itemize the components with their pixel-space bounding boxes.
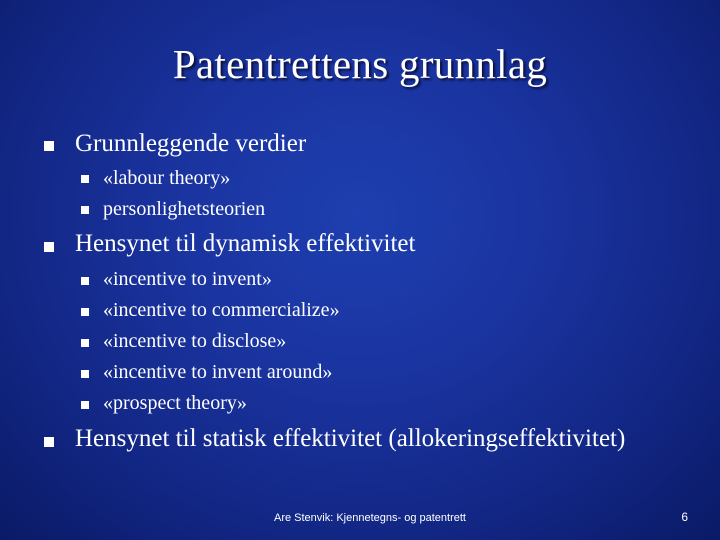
sub-bullet-text: «incentive to invent» <box>103 268 272 290</box>
slide-footer: Are Stenvik: Kjennetegns- og patentrett <box>273 512 466 524</box>
bullet-text: Hensynet til statisk effektivitet (allokeringseffektivitet) <box>75 425 626 452</box>
bullet-square-icon <box>44 437 54 447</box>
sub-bullet-square-icon <box>81 339 89 347</box>
sub-bullet-text: «labour theory» <box>103 167 231 189</box>
sub-bullet-text: «incentive to invent around» <box>103 361 333 383</box>
bullet-text: Grunnleggende verdier <box>75 130 307 157</box>
sub-bullet-square-icon <box>81 206 89 214</box>
slide-title: Patentrettens grunnlag <box>172 41 548 87</box>
sub-bullet-text: «incentive to disclose» <box>103 330 287 352</box>
sub-bullet-square-icon <box>81 370 89 378</box>
sub-bullet-text: «incentive to commercialize» <box>103 299 340 321</box>
sub-bullet-text: personlighetsteorien <box>103 198 266 220</box>
sub-bullet-square-icon <box>81 277 89 285</box>
bullet-square-icon <box>44 242 54 252</box>
bullet-square-icon <box>44 141 54 151</box>
bullet-text: Hensynet til dynamisk effektivitet <box>75 230 416 257</box>
sub-bullet-square-icon <box>81 401 89 409</box>
sub-bullet-text: «prospect theory» <box>103 392 247 414</box>
sub-bullet-square-icon <box>81 308 89 316</box>
page-number: 6 <box>681 510 688 524</box>
sub-bullet-square-icon <box>81 175 89 183</box>
